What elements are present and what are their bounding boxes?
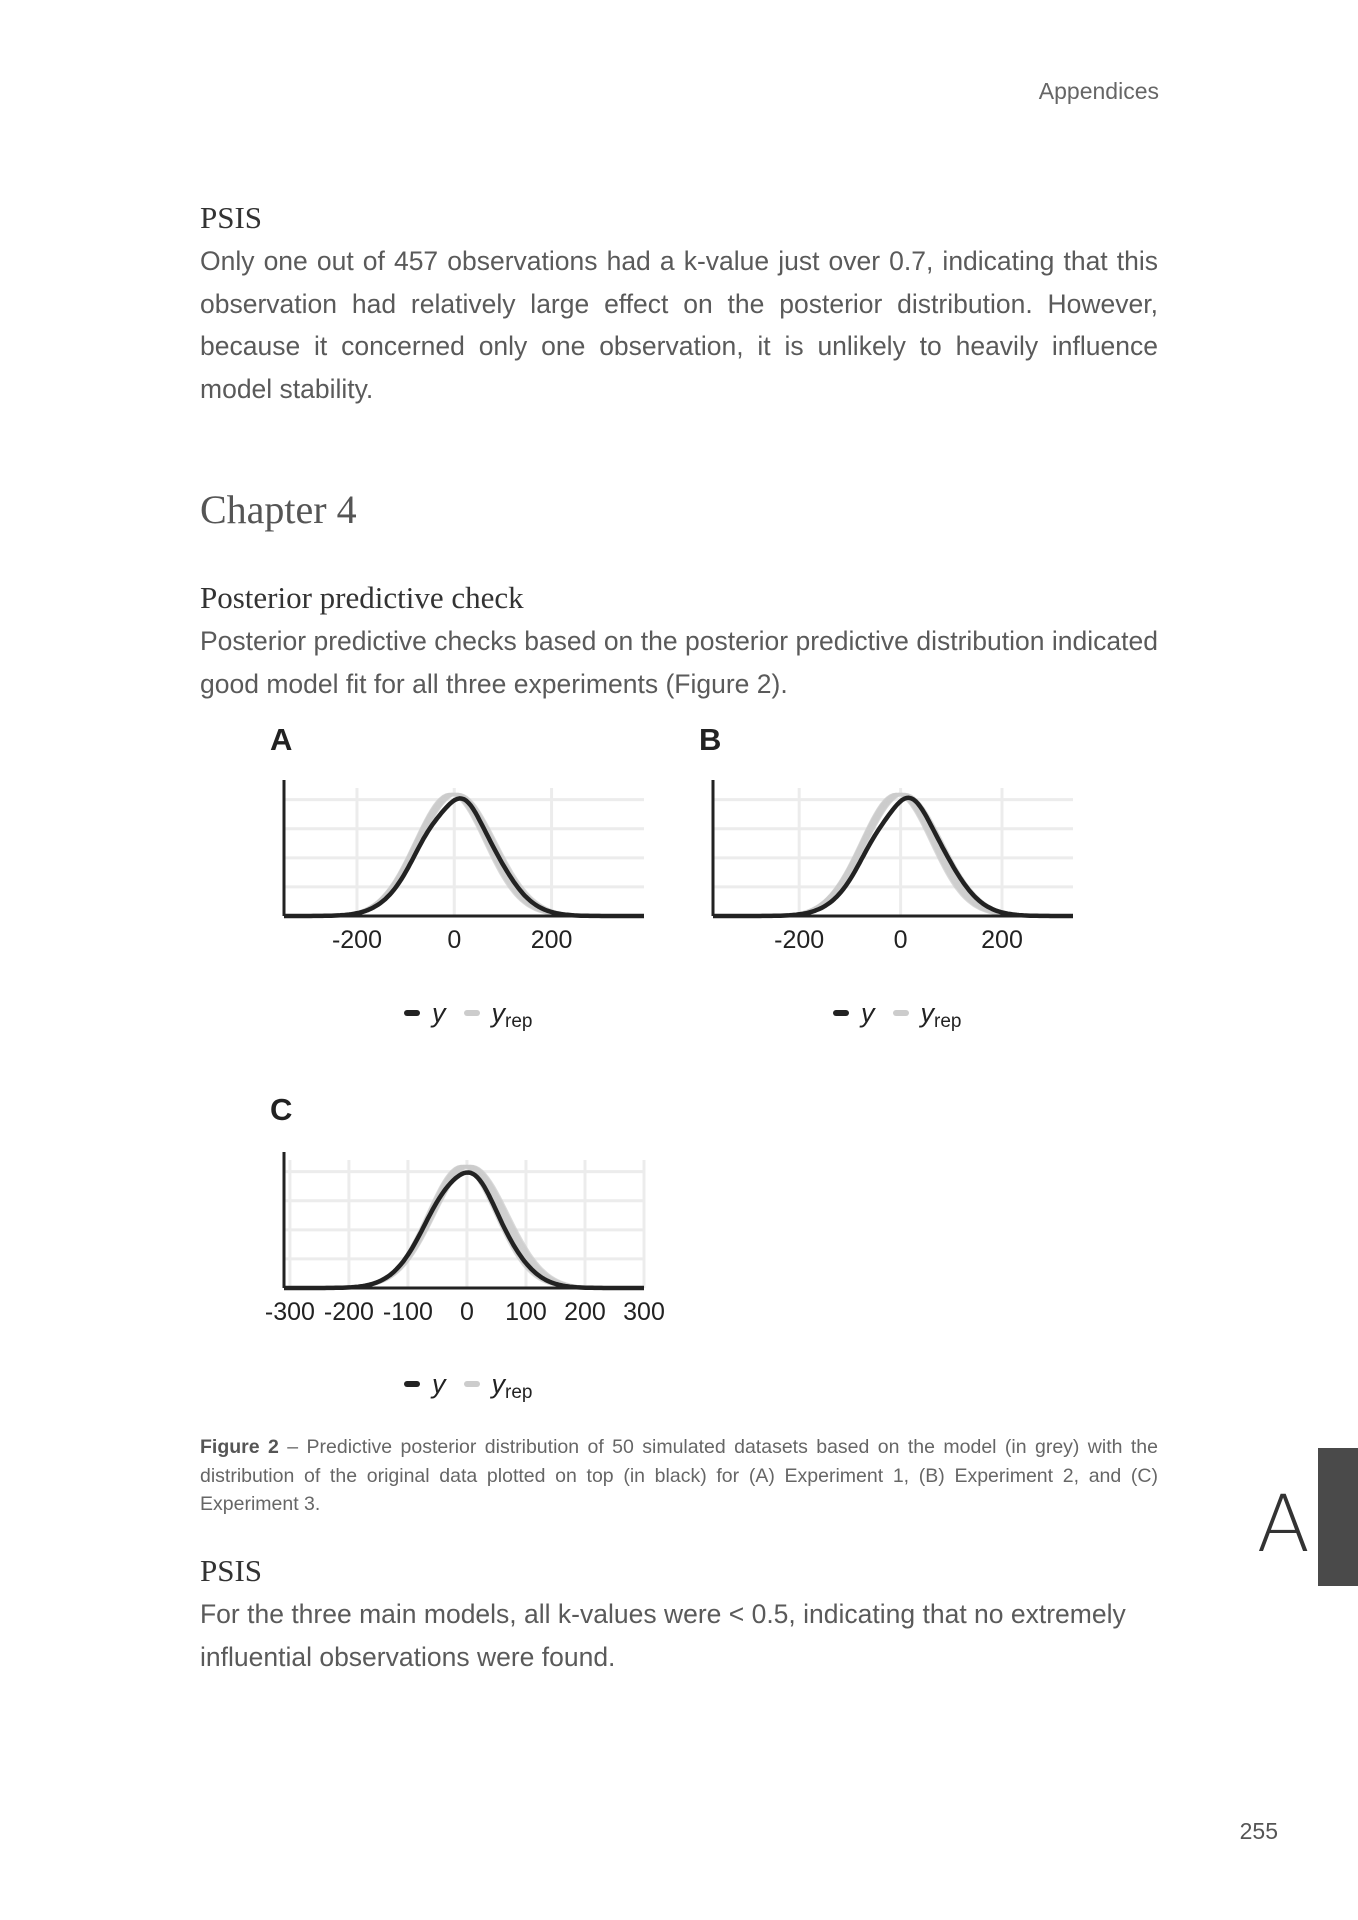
ppc-section bbox=[200, 580, 1158, 705]
caption-label: Figure 2 bbox=[200, 1436, 279, 1458]
density-chart-a bbox=[284, 780, 644, 920]
legend-label-yrep: $y_{rep}$ bbox=[920, 998, 962, 1032]
legend-swatch-y bbox=[833, 1010, 849, 1016]
x-tick-label: 0 bbox=[893, 926, 908, 954]
legend-swatch-yrep bbox=[464, 1010, 480, 1016]
psis-heading-1: PSIS bbox=[200, 200, 263, 235]
yrep-draw-line bbox=[284, 794, 644, 916]
density-chart-c bbox=[284, 1152, 644, 1292]
x-tick-label: 300 bbox=[623, 1298, 665, 1326]
yrep-draw-line bbox=[284, 794, 644, 916]
page-number: 255 bbox=[1239, 1818, 1278, 1844]
psis-body-1: Only one out of 457 observations had a k-value just over 0.7, indicating that this observation had relatively large effect on the posterior distribution. However, because it concerned only one observation, it is unlikely to heavily influence model stability. bbox=[200, 246, 1158, 404]
yrep-draw-line bbox=[284, 1166, 644, 1288]
chapter-title: Chapter 4 bbox=[200, 487, 357, 532]
yrep-draw-line bbox=[284, 1166, 644, 1288]
yrep-draw-line bbox=[284, 794, 644, 916]
density-chart-b bbox=[713, 780, 1073, 920]
yrep-draw-line bbox=[284, 1166, 644, 1288]
yrep-draw-line bbox=[284, 1166, 644, 1288]
legend-c bbox=[404, 1369, 532, 1404]
yrep-draw-line bbox=[284, 1166, 644, 1288]
grid bbox=[284, 1160, 644, 1288]
legend-swatch-y bbox=[404, 1381, 420, 1387]
figure-caption bbox=[200, 1433, 1158, 1519]
yrep-draw-line bbox=[284, 1166, 644, 1288]
yrep-draw-line bbox=[284, 794, 644, 916]
yrep-draw-line bbox=[284, 1166, 644, 1288]
legend-swatch-y bbox=[404, 1010, 420, 1016]
x-tick-label: 200 bbox=[981, 926, 1023, 954]
psis-heading-2: PSIS bbox=[200, 1553, 263, 1588]
ppc-heading: Posterior predictive check bbox=[200, 580, 524, 615]
x-tick-label: 0 bbox=[459, 1298, 474, 1326]
panel-label-c: C bbox=[270, 1092, 293, 1127]
yrep-draw-line bbox=[284, 1166, 644, 1288]
legend-a bbox=[404, 998, 532, 1033]
yrep-draw-line bbox=[284, 1166, 644, 1288]
caption-text: – Predictive posterior distribution of 50 simulated datasets based on the model (in grey) with the distribution of the original data plotted on top (in black) for (A) Experiment 1, (B) Experiment 2, and (C) Experiment 3. bbox=[200, 1436, 1158, 1515]
yrep-draw-line bbox=[284, 794, 644, 916]
x-tick-label: 100 bbox=[505, 1298, 547, 1326]
x-tick-label: -300 bbox=[264, 1298, 315, 1326]
psis-body-2: For the three main models, all k-values were < 0.5, indicating that no extremely influential observations were found. bbox=[200, 1599, 1126, 1672]
psis-section-1 bbox=[200, 200, 1158, 410]
grid bbox=[284, 788, 644, 916]
chapter-block bbox=[200, 486, 1158, 533]
yrep-draw-line bbox=[284, 794, 644, 916]
x-tick-label: -200 bbox=[774, 926, 825, 954]
x-tick-label: -100 bbox=[382, 1298, 433, 1326]
legend-label-y: y bbox=[432, 1369, 446, 1399]
yrep-draw-line bbox=[284, 794, 644, 916]
x-tick-label: 200 bbox=[530, 926, 573, 954]
x-tick-label: 200 bbox=[564, 1298, 606, 1326]
appendix-letter: A bbox=[1256, 1480, 1310, 1570]
running-head: Appendices bbox=[1038, 78, 1159, 104]
legend-label-yrep: $y_{rep}$ bbox=[491, 998, 533, 1032]
legend-swatch-yrep bbox=[893, 1010, 909, 1016]
psis-section-2 bbox=[200, 1553, 1158, 1678]
legend-b bbox=[833, 998, 961, 1033]
x-tick-label: 0 bbox=[447, 926, 462, 954]
yrep-draw-line bbox=[284, 1166, 644, 1288]
legend-label-y: y bbox=[861, 998, 875, 1028]
yrep-draw-line bbox=[284, 794, 644, 916]
panel-label-b: B bbox=[699, 722, 722, 757]
x-tick-label: -200 bbox=[323, 1298, 374, 1326]
legend-label-yrep: $y_{rep}$ bbox=[491, 1369, 533, 1403]
yrep-draw-line bbox=[284, 1166, 644, 1288]
yrep-draw-line bbox=[284, 794, 644, 916]
yrep-draw-line bbox=[284, 794, 644, 916]
yrep-draw-line bbox=[284, 1166, 644, 1288]
x-tick-label: -200 bbox=[331, 926, 382, 954]
appendix-tab-marker bbox=[1318, 1448, 1358, 1586]
panel-label-a: A bbox=[270, 722, 293, 757]
legend-swatch-yrep bbox=[464, 1381, 480, 1387]
yrep-draw-line bbox=[284, 794, 644, 916]
yrep-draw-line bbox=[284, 794, 644, 916]
legend-label-y: y bbox=[432, 998, 446, 1028]
ppc-body: Posterior predictive checks based on the posterior predictive distribution indicated good model fit for all three experiments (Figure 2). bbox=[200, 626, 1158, 699]
